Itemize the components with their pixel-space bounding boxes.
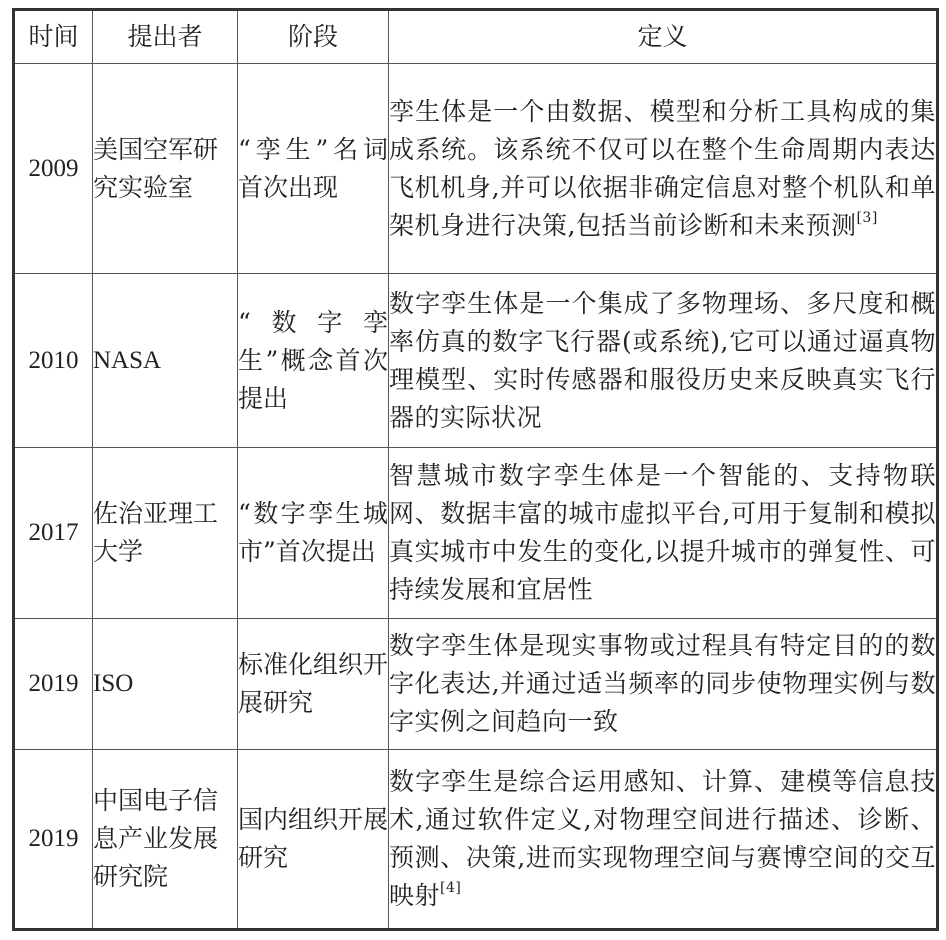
table-row	[14, 619, 938, 750]
digital-twin-definitions-table	[12, 8, 939, 931]
header-year: 时间	[14, 10, 93, 64]
header-stage: 阶段	[238, 10, 389, 64]
definition-cell	[389, 64, 938, 274]
citation-ref: [4]	[440, 880, 462, 896]
proposer-cell: ISO	[93, 619, 238, 750]
year-cell: 2019	[14, 619, 93, 750]
citation-ref: [3]	[856, 209, 878, 226]
stage-cell: “孪生”名词首次出现	[238, 64, 389, 274]
year-cell: 2009	[14, 64, 93, 274]
year-cell: 2010	[14, 274, 93, 448]
definition-cell: 数字孪生体是现实事物或过程具有特定目的的数字化表达,并通过适当频率的同步使物理实例与数字实例之间趋向一致	[389, 619, 938, 750]
year-cell: 2019	[14, 750, 93, 930]
definition-cell: 智慧城市数字孪生体是一个智能的、支持物联网、数据丰富的城市虚拟平台,可用于复制和模拟真实城市中发生的变化,以提升城市的弹复性、可持续发展和宜居性	[389, 448, 938, 619]
stage-cell: 国内组织开展研究	[238, 750, 389, 930]
proposer-cell: 中国电子信息产业发展研究院	[93, 750, 238, 930]
header-proposer: 提出者	[93, 10, 238, 64]
year-cell: 2017	[14, 448, 93, 619]
definition-text: 数字孪生是综合运用感知、计算、建模等信息技术,通过软件定义,对物理空间进行描述、诊断、预测、决策,进而实现物理空间与赛博空间的交互映射	[389, 767, 936, 910]
definition-cell: 数字孪生体是一个集成了多物理场、多尺度和概率仿真的数字飞行器(或系统),它可以通过逼真物理模型、实时传感器和服役历史来反映真实飞行器的实际状况	[389, 274, 938, 448]
table-row	[14, 64, 938, 274]
stage-cell: 标准化组织开展研究	[238, 619, 389, 750]
table-row	[14, 448, 938, 619]
definition-text: 孪生体是一个由数据、模型和分析工具构成的集成系统。该系统不仅可以在整个生命周期内表达飞机机身,并可以依据非确定信息对整个机队和单架机身进行决策,包括当前诊断和未来预测	[389, 96, 936, 240]
stage-cell: “数字孪生”概念首次提出	[238, 274, 389, 448]
header-definition: 定义	[389, 10, 938, 64]
proposer-cell: 佐治亚理工大学	[93, 448, 238, 619]
header-row	[14, 10, 938, 64]
table-row	[14, 274, 938, 448]
stage-cell: “数字孪生城市”首次提出	[238, 448, 389, 619]
table-row	[14, 750, 938, 930]
proposer-cell: NASA	[93, 274, 238, 448]
definition-cell	[389, 750, 938, 930]
proposer-cell: 美国空军研究实验室	[93, 64, 238, 274]
